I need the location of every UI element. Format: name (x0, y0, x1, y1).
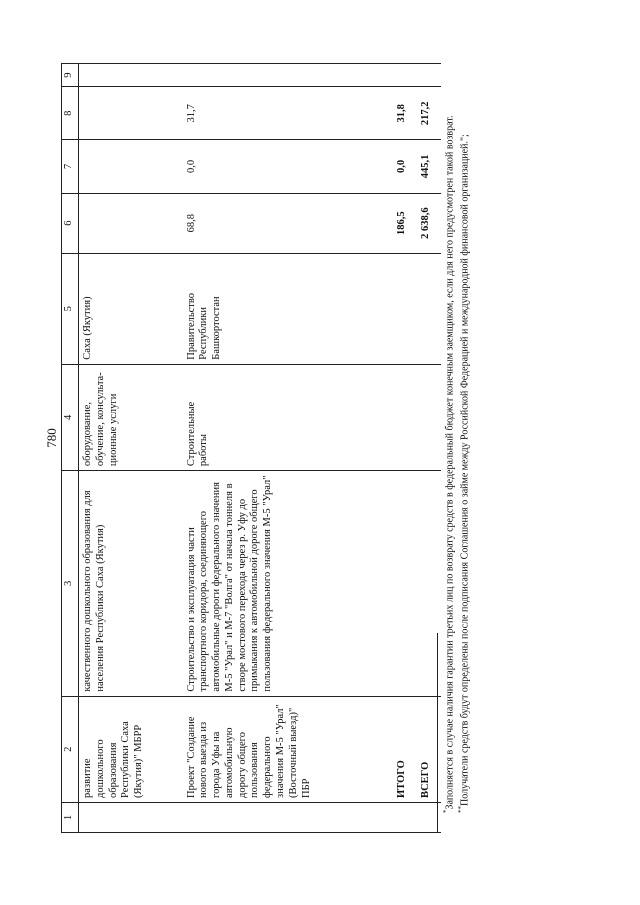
page-number: 780 (44, 428, 59, 448)
column-number: 6 (62, 193, 79, 253)
cell-usage: Строительные работы (183, 364, 393, 470)
cell-value: 0,0 (183, 140, 393, 193)
column-number: 2 (62, 696, 79, 802)
cell-usage: оборудование, обучение, консульта-ционные услуги (79, 364, 183, 470)
total-row (393, 64, 417, 833)
footnote: *Заполняется в случае наличия гарантии третьих лиц по возврату средств в федеральный бюджет конечным заемщиком, если для него предусмотрен такой возврат. (442, 115, 456, 813)
cell-number (183, 802, 393, 832)
cell-value (79, 87, 183, 140)
grand-total-value: 445,1 (417, 140, 441, 193)
column-number: 4 (62, 364, 79, 470)
cell-purpose: Строительство и эксплуатация части транспортного коридора, соединяющего автомобильные дороги федерального значения М-5 "Урал" и М-7 "Волга" от начала тоннеля в створе мостового перехода через р. Уфу до примыкания к автомобильной дороге общего пользования федерального значения М-5 "Урал" (183, 471, 393, 696)
cell-value (79, 140, 183, 193)
grand-total-label: ВСЕГО (417, 696, 441, 802)
cell-purpose: качественного дошкольного образования для населения Республики Саха (Якутия) (79, 471, 183, 696)
column-number: 1 (62, 802, 79, 832)
cell-value (183, 64, 393, 87)
rotated-page-content (61, 63, 541, 833)
cell-executor: Правительство Республики Башкортостан (183, 253, 393, 364)
cell-executor: Саха (Якутия) (79, 253, 183, 364)
total-value: 31,8 (393, 87, 417, 140)
cell-value: 31,7 (183, 87, 393, 140)
footnotes (437, 63, 472, 833)
cell-value (79, 64, 183, 87)
cell-value: 68,8 (183, 193, 393, 253)
column-number: 3 (62, 471, 79, 696)
column-number: 8 (62, 87, 79, 140)
projects-table (61, 63, 441, 833)
column-number: 9 (62, 64, 79, 87)
column-number: 7 (62, 140, 79, 193)
column-number-row (62, 64, 79, 833)
grand-total-value: 217,2 (417, 87, 441, 140)
total-label: ИТОГО (393, 696, 417, 802)
total-value: 186,5 (393, 193, 417, 253)
cell-number (79, 802, 183, 832)
table-row (183, 64, 393, 833)
cell-project: развитие дошкольного образования Республики Саха (Якутия)" МБРР (79, 696, 183, 802)
cell-project: Проект "Создание нового выезда из города Уфы на автомобильную дорогу общего пользования федерального значения М-5 "Урал" (Восточный выезд)" ПБР (183, 696, 393, 802)
total-value: 0,0 (393, 140, 417, 193)
cell-value (79, 193, 183, 253)
column-number: 5 (62, 253, 79, 364)
footnote: **Получатели средств будут определены после подписания Соглашения о займе между Российской Федерацией и международной финансовой организацией."; (456, 134, 471, 813)
table-row (79, 64, 183, 833)
footnote-divider (437, 633, 438, 833)
grand-total-value: 2 638,6 (417, 193, 441, 253)
